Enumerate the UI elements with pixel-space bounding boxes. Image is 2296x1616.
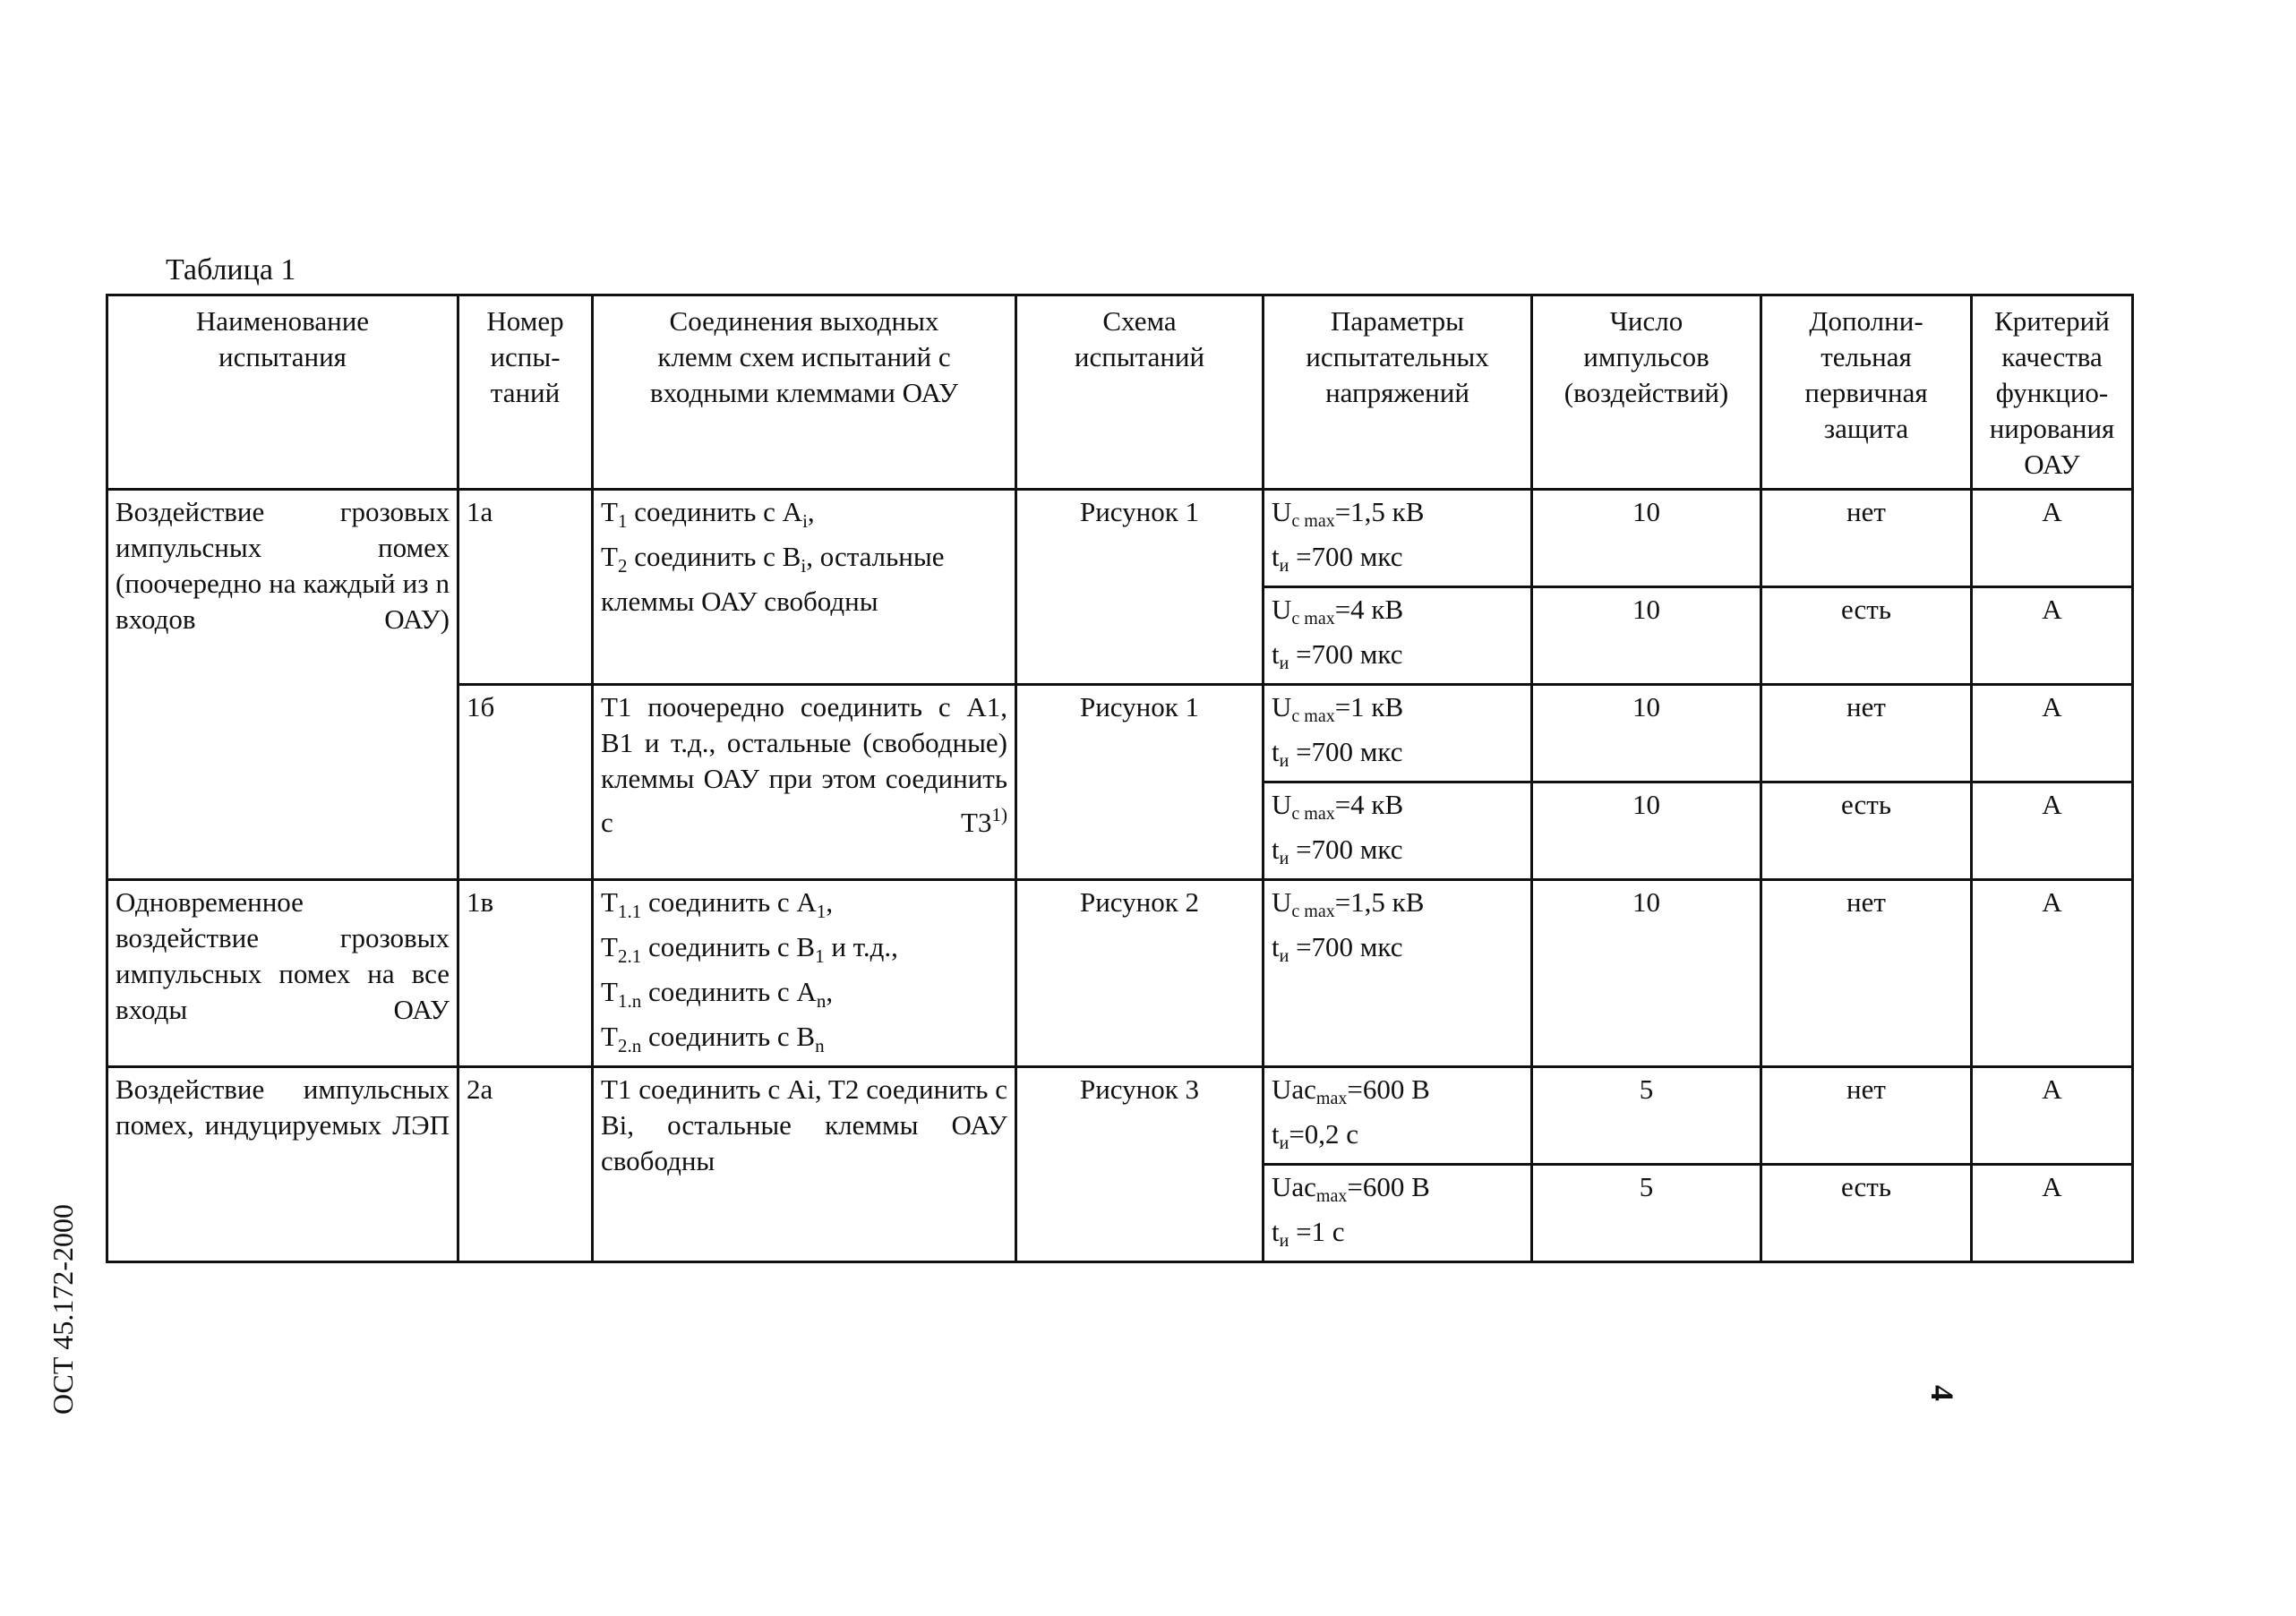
test-number-cell: 1в [458, 880, 593, 1067]
voltage-subscript: max [1315, 1089, 1348, 1108]
params-cell [1264, 1067, 1532, 1165]
scheme-cell: Рисунок 1 [1016, 685, 1264, 880]
voltage-line [1272, 1072, 1523, 1116]
header-number: Номер испы- таний [458, 295, 593, 490]
voltage-line [1272, 885, 1523, 929]
table-row [107, 490, 2133, 587]
voltage-line [1272, 494, 1523, 539]
connection-text: соединить с B [627, 541, 801, 572]
duration-line [1272, 734, 1523, 779]
voltage-subscript: c max [1291, 609, 1335, 628]
voltage-symbol: U [1272, 886, 1292, 918]
header-criterion: Критерий качества функцио- нирования ОАУ [1972, 295, 2133, 490]
duration-value: =0,2 с [1289, 1118, 1359, 1150]
params-cell [1264, 1165, 1532, 1262]
header-params: Параметры испытательных напряжений [1264, 295, 1532, 490]
criterion-cell: А [1972, 1067, 2133, 1165]
protection-cell: нет [1761, 880, 1972, 1067]
connection-subscript: 2 [617, 555, 628, 577]
voltage-subscript: max [1315, 1186, 1348, 1206]
table-row [107, 880, 2133, 1067]
protection-cell: нет [1761, 685, 1972, 782]
duration-subscript: и [1279, 1231, 1289, 1251]
header-scheme: Схема испытаний [1016, 295, 1264, 490]
connection-subscript: n [816, 990, 827, 1012]
connection-text: T [601, 886, 618, 918]
connection-line [601, 885, 1007, 929]
voltage-subscript: c max [1291, 902, 1335, 921]
connection-text: соединить с B [641, 1021, 816, 1052]
params-cell [1264, 782, 1532, 880]
voltage-symbol: U [1272, 594, 1292, 625]
duration-symbol: t [1272, 931, 1280, 962]
duration-symbol: t [1272, 1118, 1280, 1150]
criterion-cell: А [1972, 587, 2133, 685]
connection-cell [593, 685, 1016, 880]
voltage-subscript: c max [1291, 804, 1335, 824]
connection-subscript: 1.n [617, 990, 642, 1012]
duration-value: =700 мкс [1289, 931, 1403, 962]
duration-subscript: и [1279, 556, 1289, 576]
params-cell [1264, 880, 1532, 1067]
connection-subscript: 1 [815, 945, 825, 967]
connection-text: клеммы ОАУ свободны [601, 586, 878, 617]
page-number: 4 [1924, 1385, 1960, 1401]
voltage-symbol: U [1272, 691, 1292, 722]
duration-line [1272, 832, 1523, 876]
connection-line [601, 974, 1007, 1019]
duration-line [1272, 929, 1523, 974]
connection-text: , [807, 496, 815, 527]
connection-text: и т.д., [824, 931, 898, 962]
connection-line [601, 494, 1007, 539]
connection-subscript: 1 [816, 901, 827, 922]
params-cell [1264, 587, 1532, 685]
duration-symbol: t [1272, 834, 1280, 865]
pulses-cell: 5 [1532, 1165, 1761, 1262]
duration-symbol: t [1272, 736, 1280, 767]
connection-text: T [601, 496, 618, 527]
pulses-cell: 10 [1532, 587, 1761, 685]
connection-text: , [826, 886, 834, 918]
header-pulses: Число импульсов (воздействий) [1532, 295, 1761, 490]
table-caption: Таблица 1 [166, 253, 296, 286]
test-name-cell: Воздействие импульсных помех, индуцируемых ЛЭП [107, 1067, 458, 1262]
scheme-cell: Рисунок 1 [1016, 490, 1264, 685]
duration-subscript: и [1279, 654, 1289, 673]
duration-subscript: и [1279, 849, 1289, 868]
connection-text: T [601, 976, 618, 1007]
voltage-value: =4 кВ [1334, 789, 1404, 820]
criterion-cell: А [1972, 685, 2133, 782]
duration-value: =700 мкс [1289, 638, 1403, 670]
connection-line [601, 584, 1007, 620]
connection-subscript: n [815, 1035, 825, 1056]
duration-symbol: t [1272, 541, 1280, 572]
connection-cell [593, 490, 1016, 685]
criterion-cell: А [1972, 782, 2133, 880]
pulses-cell: 10 [1532, 685, 1761, 782]
test-number-cell: 1б [458, 685, 593, 880]
document-code-stamp: ОСТ 45.172-2000 [47, 1203, 79, 1415]
voltage-subscript: c max [1291, 511, 1335, 531]
protection-cell: нет [1761, 1067, 1972, 1165]
voltage-line [1272, 787, 1523, 832]
voltage-value: =600 В [1347, 1073, 1430, 1105]
table-header-row [107, 295, 2133, 490]
duration-line [1272, 1214, 1523, 1259]
criterion-cell: А [1972, 1165, 2133, 1262]
connection-text: соединить с B [641, 931, 816, 962]
connection-line [601, 929, 1007, 974]
connection-text: соединить с A [641, 886, 817, 918]
voltage-value: =1 кВ [1334, 691, 1404, 722]
protection-cell: есть [1761, 782, 1972, 880]
voltage-symbol: Uac [1272, 1171, 1316, 1202]
header-protection: Дополни- тельная первичная защита [1761, 295, 1972, 490]
pulses-cell: 10 [1532, 782, 1761, 880]
connection-paragraph [601, 1072, 1007, 1179]
criterion-cell: А [1972, 880, 2133, 1067]
connection-subscript: 1 [617, 510, 628, 532]
duration-value: =700 мкс [1289, 736, 1403, 767]
voltage-symbol: U [1272, 789, 1292, 820]
connection-line [601, 1019, 1007, 1064]
duration-line [1272, 539, 1523, 584]
connection-text: T1 поочередно соединить с A1, B1 и т.д., остальные (свободные) клеммы ОАУ при этом соединить с T3 [601, 691, 1007, 838]
connection-text: соединить с A [641, 976, 817, 1007]
test-number-cell: 1а [458, 490, 593, 685]
pulses-cell: 10 [1532, 880, 1761, 1067]
connection-text: T [601, 931, 618, 962]
connection-paragraph [601, 689, 1007, 841]
duration-subscript: и [1279, 1133, 1289, 1153]
footnote-mark: 1) [991, 804, 1007, 825]
connection-text: соединить с A [627, 496, 803, 527]
connection-text: T [601, 1021, 618, 1052]
voltage-symbol: Uac [1272, 1073, 1316, 1105]
connection-line [601, 539, 1007, 584]
duration-line [1272, 1116, 1523, 1161]
voltage-value: =1,5 кВ [1334, 496, 1425, 527]
duration-subscript: и [1279, 751, 1289, 771]
duration-line [1272, 637, 1523, 681]
test-number-cell: 2а [458, 1067, 593, 1262]
scheme-cell: Рисунок 3 [1016, 1067, 1264, 1262]
connection-subscript: 2.1 [617, 945, 642, 967]
voltage-subscript: c max [1291, 706, 1335, 726]
connection-subscript: i [801, 555, 807, 577]
connection-subscript: 2.n [617, 1035, 642, 1056]
protection-cell: есть [1761, 1165, 1972, 1262]
protection-cell: нет [1761, 490, 1972, 587]
duration-symbol: t [1272, 638, 1280, 670]
pulses-cell: 5 [1532, 1067, 1761, 1165]
voltage-value: =1,5 кВ [1334, 886, 1425, 918]
table-body [107, 490, 2133, 1262]
pulses-cell: 10 [1532, 490, 1761, 587]
header-name: Наименование испытания [107, 295, 458, 490]
voltage-line [1272, 1169, 1523, 1214]
connection-text: T [601, 541, 618, 572]
scheme-cell: Рисунок 2 [1016, 880, 1264, 1067]
duration-value: =700 мкс [1289, 834, 1403, 865]
params-cell [1264, 490, 1532, 587]
test-table [106, 294, 2134, 1263]
connection-subscript: 1.1 [617, 901, 642, 922]
connection-cell [593, 1067, 1016, 1262]
duration-value: =1 с [1289, 1216, 1345, 1247]
duration-value: =700 мкс [1289, 541, 1403, 572]
voltage-value: =4 кВ [1334, 594, 1404, 625]
voltage-line [1272, 689, 1523, 734]
duration-subscript: и [1279, 946, 1289, 966]
duration-symbol: t [1272, 1216, 1280, 1247]
voltage-value: =600 В [1347, 1171, 1430, 1202]
criterion-cell: А [1972, 490, 2133, 587]
params-cell [1264, 685, 1532, 782]
test-name-cell: Воздействие грозовых импульсных помех (поочередно на каждый из n входов ОАУ) [107, 490, 458, 880]
test-name-cell: Одновременное воздействие грозовых импульсных помех на все входы ОАУ [107, 880, 458, 1067]
connection-text: , остальные [806, 541, 945, 572]
protection-cell: есть [1761, 587, 1972, 685]
voltage-line [1272, 592, 1523, 637]
connection-cell [593, 880, 1016, 1067]
connection-text: , [826, 976, 834, 1007]
connection-subscript: i [802, 510, 808, 532]
connection-text: T1 соединить с Ai, T2 соединить с Bi, остальные клеммы ОАУ свободны [601, 1073, 1007, 1176]
header-connections: Соединения выходных клемм схем испытаний с входными клеммами ОАУ [593, 295, 1016, 490]
table-row [107, 1067, 2133, 1165]
voltage-symbol: U [1272, 496, 1292, 527]
